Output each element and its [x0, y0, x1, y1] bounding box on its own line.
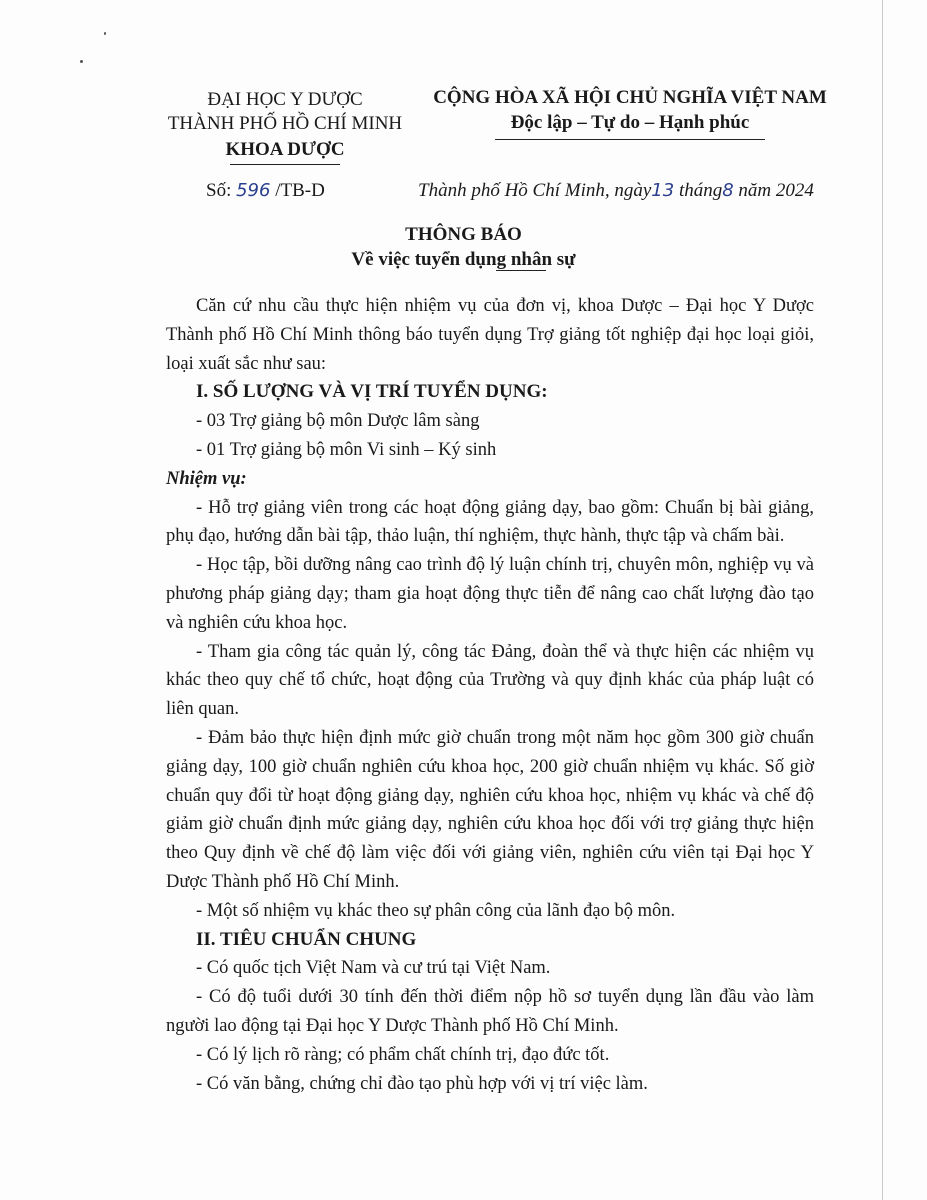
handwritten-number: 596 — [236, 180, 271, 201]
position-item: - 01 Trợ giảng bộ môn Vi sinh – Ký sinh — [196, 439, 497, 460]
duty-item: - Đảm bảo thực hiện định mức giờ chuẩn trong một năm học gồm 300 giờ chuẩn giảng dạy, 100 giờ chuẩn nghiên cứu khoa học, 200 giờ chuẩn nhiệm vụ khác. Số giờ chuẩn quy đổi từ hoạt động giảng dạy, nghiên cứu khoa học, nhiệm vụ khác và chế độ giảm giờ chuẩn định mức giảng dạy, nghiên cứu khoa học đối với trợ giảng thực hiện theo Quy định về chế độ làm việc đối với giảng viên, nghiên cứu viên tại Đại học Y Dược Thành phố Hồ Chí Minh. — [166, 727, 814, 892]
title-main: THÔNG BÁO — [405, 224, 522, 245]
requirement-item: - Có độ tuổi dưới 30 tính đến thời điểm nộp hồ sơ tuyển dụng lần đầu vào làm người lao động tại Đại học Y Dược Thành phố Hồ Chí Minh. — [166, 987, 814, 1036]
intro-paragraph: Căn cứ nhu cầu thực hiện nhiệm vụ của đơn vị, khoa Dược – Đại học Y Dược Thành phố Hồ Chí Minh thông báo tuyển dụng Trợ giảng tốt nghiệp đại học loại giỏi, loại xuất sắc như sau: — [166, 296, 814, 374]
requirement-item: - Có văn bằng, chứng chỉ đào tạo phù hợp với vị trí việc làm. — [196, 1073, 648, 1094]
scan-speck — [80, 60, 83, 63]
section-heading-positions: I. SỐ LƯỢNG VÀ VỊ TRÍ TUYỂN DỤNG: — [196, 381, 548, 403]
title-underline — [496, 270, 546, 271]
document-number — [206, 180, 325, 202]
requirement-item: - Có lý lịch rõ ràng; có phẩm chất chính trị, đạo đức tốt. — [196, 1044, 610, 1065]
date-part3: năm 2024 — [733, 180, 814, 201]
title-subject: Về việc tuyển dụng nhân sự — [351, 249, 576, 270]
duty-item: - Học tập, bồi dưỡng nâng cao trình độ lý luận chính trị, chuyên môn, nghiệp vụ và phương pháp giảng dạy; tham gia hoạt động thực tiễn để nâng cao chất lượng đào tạo và nghiên cứu khoa học. — [166, 555, 814, 633]
duty-item: - Một số nhiệm vụ khác theo sự phân công của lãnh đạo bộ môn. — [196, 900, 676, 921]
requirement-item: - Có quốc tịch Việt Nam và cư trú tại Việt Nam. — [196, 958, 551, 979]
handwritten-month: 8 — [722, 180, 734, 201]
national-header — [400, 85, 860, 140]
document-body — [166, 292, 814, 1098]
org-name-line1: ĐẠI HỌC Y DƯỢC — [207, 89, 363, 110]
document-title — [0, 222, 927, 272]
number-prefix: Số: — [206, 180, 237, 201]
nation-name: CỘNG HÒA XÃ HỘI CHỦ NGHĨA VIỆT NAM — [433, 87, 827, 108]
date-part1: Thành phố Hồ Chí Minh, ngày — [418, 180, 652, 201]
place-and-date — [418, 180, 814, 202]
national-motto: Độc lập – Tự do – Hạnh phúc — [510, 112, 750, 133]
department-name: KHOA DƯỢC — [225, 139, 345, 160]
scan-edge — [882, 0, 883, 1200]
motto-underline — [495, 139, 765, 140]
scan-speck — [104, 32, 106, 35]
duties-label: Nhiệm vụ: — [166, 468, 247, 489]
issuing-organization — [150, 88, 420, 165]
duty-item: - Hỗ trợ giảng viên trong các hoạt động giảng dạy, bao gồm: Chuẩn bị bài giảng, phụ đạo, hướng dẫn bài tập, thảo luận, thí nghiệm, thực hành, thực tập và chấm bài. — [166, 497, 814, 547]
duty-item: - Tham gia công tác quản lý, công tác Đảng, đoàn thể và thực hiện các nhiệm vụ khác theo quy chế tổ chức, hoạt động của Trường và quy định khác của pháp luật có liên quan. — [166, 641, 814, 720]
department-underline — [230, 164, 340, 165]
number-suffix: /TB-D — [270, 180, 325, 201]
date-part2: tháng — [674, 180, 723, 201]
org-name-line2: THÀNH PHỐ HỒ CHÍ MINH — [167, 113, 403, 134]
handwritten-day: 13 — [651, 180, 675, 201]
position-item: - 03 Trợ giảng bộ môn Dược lâm sàng — [196, 411, 480, 432]
section-heading-standards: II. TIÊU CHUẨN CHUNG — [196, 928, 417, 950]
